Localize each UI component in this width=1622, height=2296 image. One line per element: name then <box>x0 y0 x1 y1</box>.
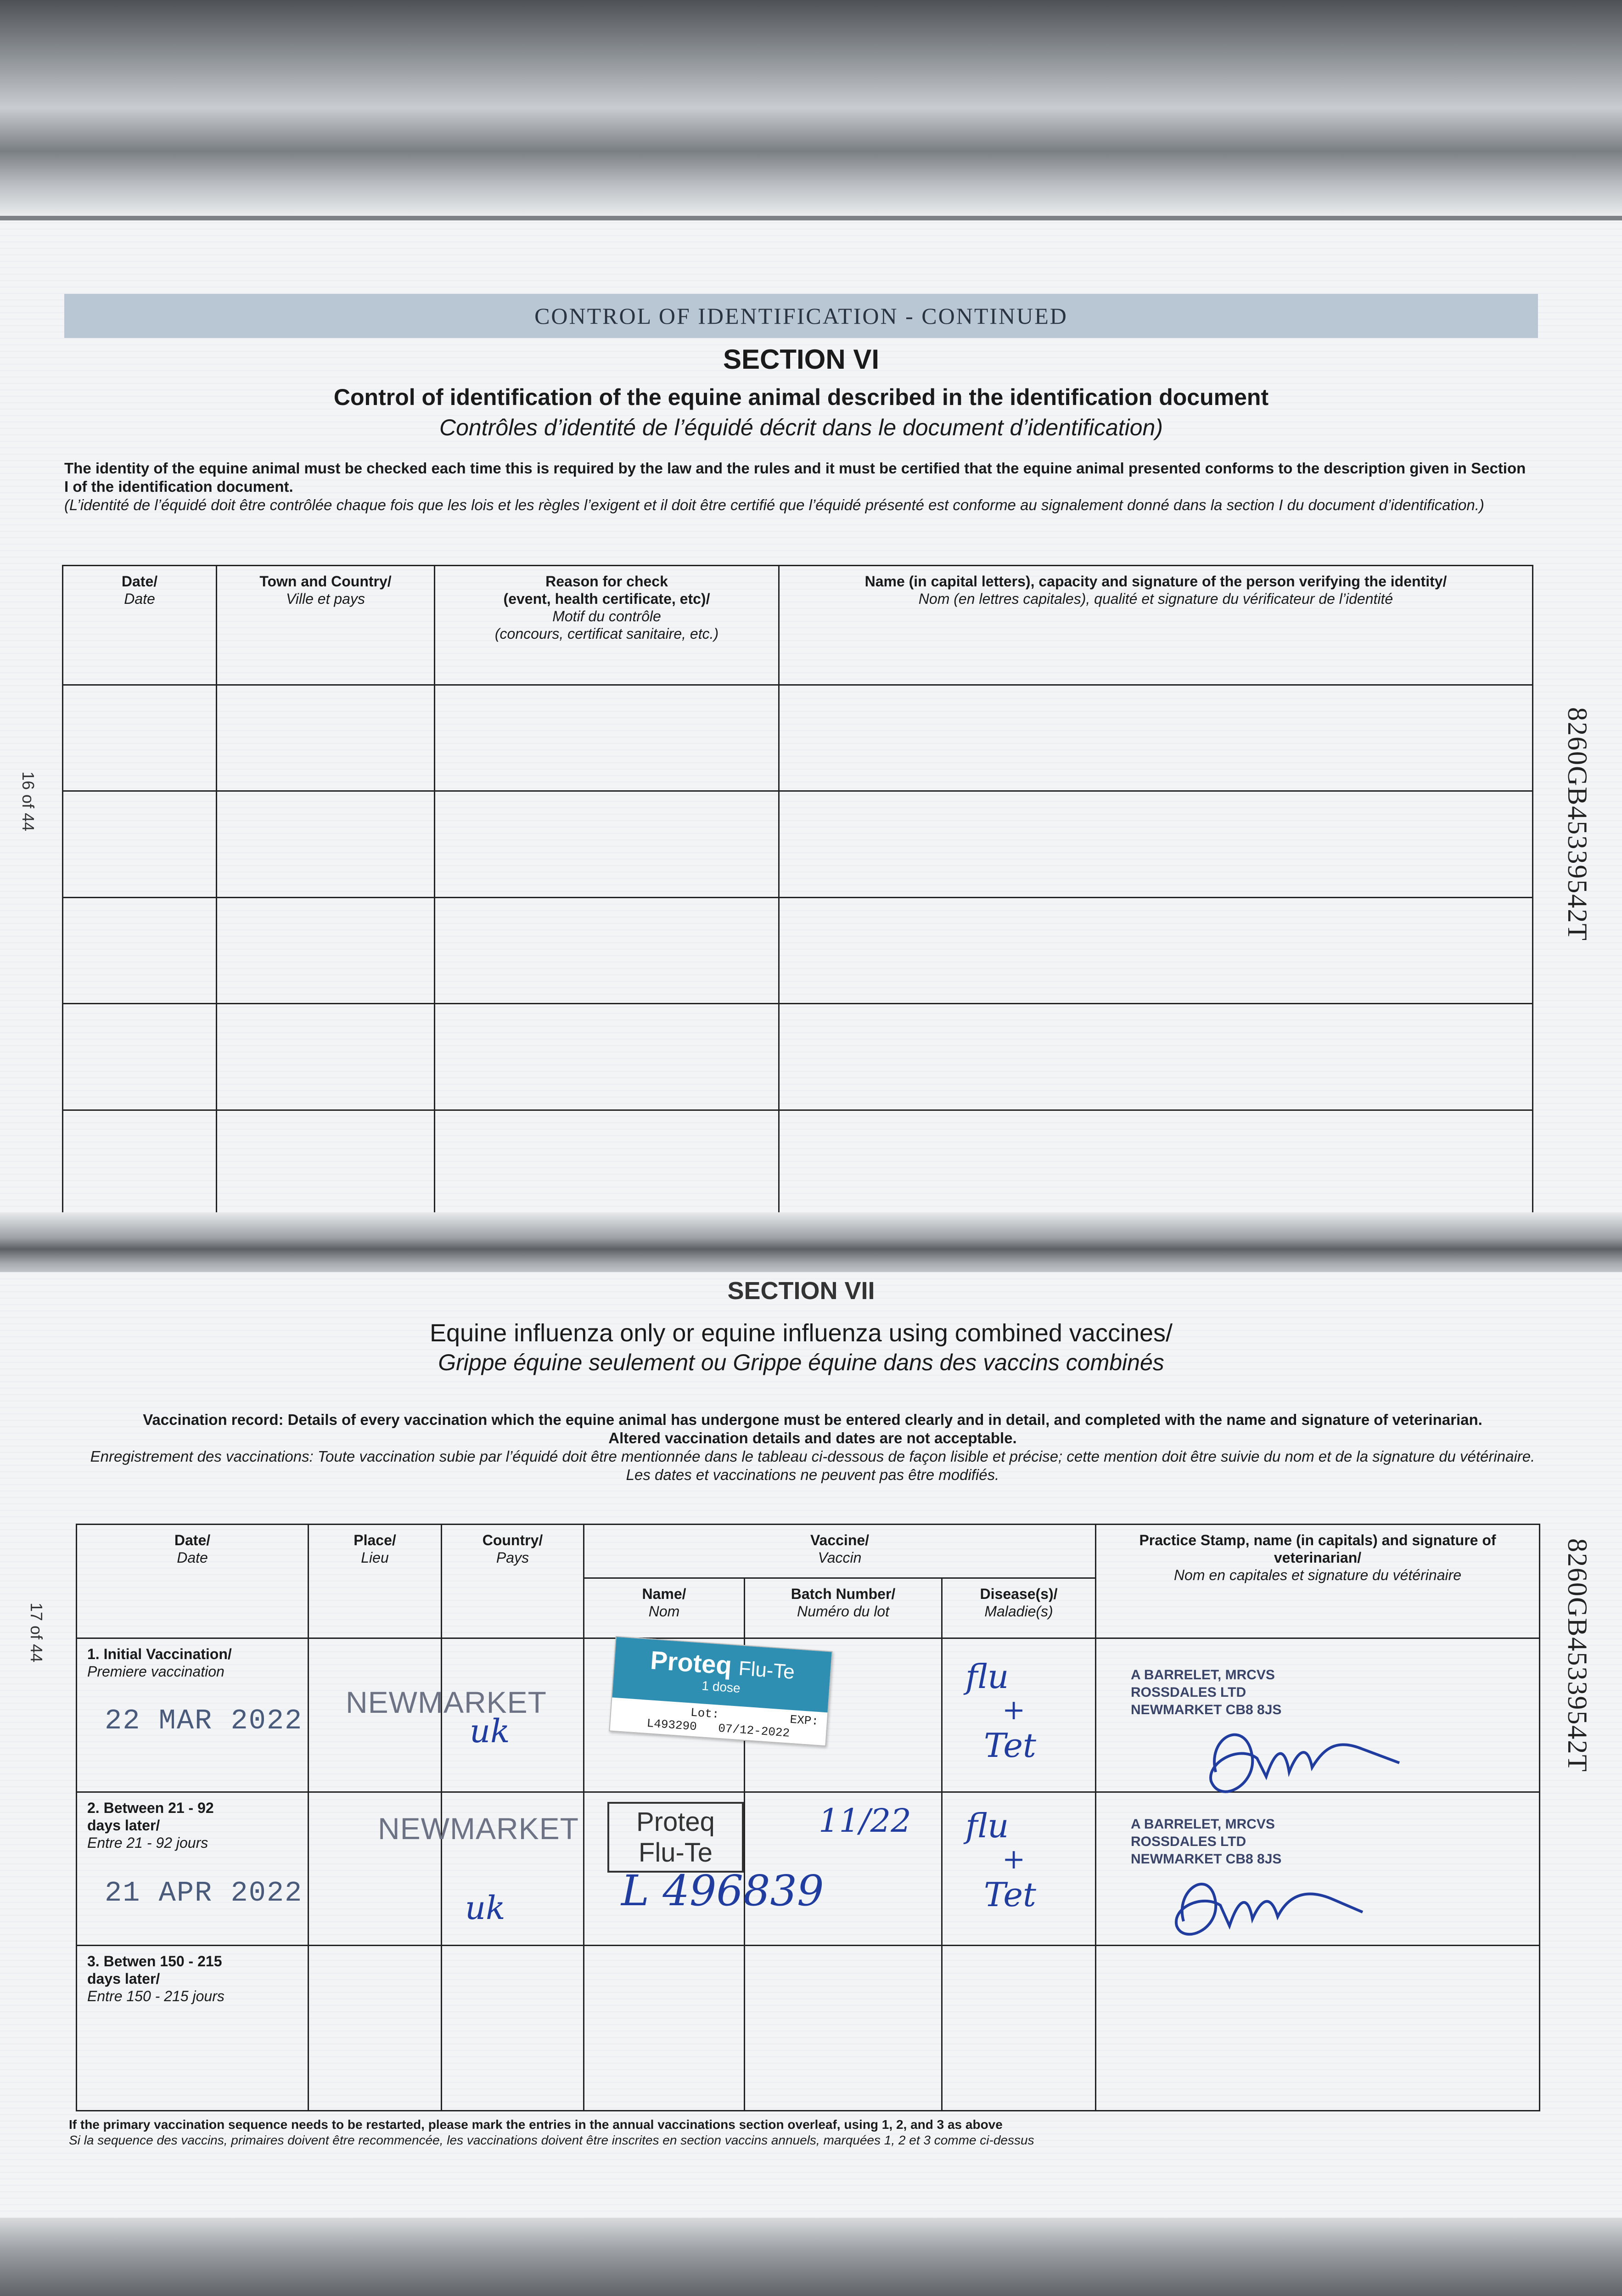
row2-vet-stamp: A BARRELET, MRCVS ROSSDALES LTD NEWMARKET CB8 8JS <box>1131 1816 1282 1867</box>
identity-row <box>63 685 1533 791</box>
col-verifier: Name (in capital letters), capacity and signature of the person verifying the identity/ Nom (en lettres capitales), qualité et signature du vérificateur de l’identité <box>779 566 1533 685</box>
col-date: Date/ Date <box>63 566 217 685</box>
page-number-17: 17 of 44 <box>27 1603 46 1663</box>
col-practice-stamp: Practice Stamp, name (in capitals) and signature of veterinarian/ Nom en capitales et signature du vétérinaire <box>1096 1525 1540 1638</box>
row2-date-stamp: 21 APR 2022 <box>105 1876 303 1909</box>
book-edge-top <box>0 0 1622 216</box>
row2-name-cell <box>584 1792 824 1945</box>
col-diseases: Disease(s)/ Maladie(s) <box>942 1578 1096 1638</box>
identity-row <box>63 1110 1533 1216</box>
section-vi-subtitle-en: Control of identification of the equine animal described in the identification document <box>333 384 1269 410</box>
section-vii-subtitle-en: Equine influenza only or equine influenza using combined vaccines/ <box>429 1319 1173 1347</box>
serial-number-lower: 8260GB45339542T <box>1562 1538 1593 1773</box>
row2-country-cell <box>442 1792 584 1945</box>
row2-disease-line1: flu <box>965 1806 1009 1845</box>
row1-disease-cell <box>942 1638 1096 1792</box>
footnote-fr: Si la sequence des vaccins, primaires doivent être recommencée, les vaccinations doivent être inscrites en section vaccins annuels, marquées 1, 2 et 3 comme ci-dessus <box>69 2133 1034 2147</box>
col-batch-number: Batch Number/ Numéro du lot <box>745 1578 942 1638</box>
row1-disease-line3: Tet <box>984 1726 1036 1765</box>
section-vi-title: SECTION VI <box>723 344 880 375</box>
row1-date-stamp: 22 MAR 2022 <box>105 1705 303 1738</box>
footnote-en: If the primary vaccination sequence needs to be restarted, please mark the entries in the annual vaccinations section overleaf, using 1, 2, and 3 as above <box>69 2117 1003 2132</box>
intro-en: The identity of the equine animal must be checked each time this is required by the law and the rules and it must be certified that the equine animal presented conforms to the description given in Section I of the identification document. <box>64 460 1526 495</box>
vaccination-record-intro <box>78 1411 1547 1484</box>
row2-place-stamp: NEWMARKET <box>378 1811 579 1846</box>
book-edge-bottom <box>0 2218 1622 2296</box>
section-vii-title: SECTION VII <box>727 1277 875 1305</box>
row1-vaccine-sticker <box>609 1636 832 1747</box>
col-vaccine-name: Name/ Nom <box>584 1578 745 1638</box>
col-vacc-date: Date/ Date <box>77 1525 309 1638</box>
page-number-16: 16 of 44 <box>19 771 38 832</box>
sticker-dose: 1 dose <box>701 1678 741 1696</box>
row1-date-cell: 1. Initial Vaccination/ Premiere vaccination 22 MAR 2022 <box>77 1638 309 1792</box>
vacc-row-initial <box>77 1638 1540 1792</box>
row2-disease-line2: + <box>1002 1843 1026 1875</box>
row1-country-cell <box>442 1638 584 1792</box>
row3-date-cell: 3. Betwen 150 - 215 days later/ Entre 150 - 215 jours <box>77 1946 309 2111</box>
banner <box>64 294 1538 338</box>
row1-disease-line2: + <box>1002 1694 1026 1727</box>
row1-name-cell <box>584 1638 819 1792</box>
sticker-brand: Proteq <box>649 1645 733 1680</box>
record-fr: Enregistrement des vaccinations: Toute vaccination subie par l’équidé doit être mentionnée dans le tableau ci-dessous de façon lisible et précise; cette mention doit être suivie du nom et de la signature du vétérinaire. Les dates et vaccinations ne peuvent pas être modifiés. <box>90 1448 1535 1483</box>
identity-row <box>63 1004 1533 1110</box>
intro-fr: (L’identité de l’équidé doit être contrôlée chaque fois que les lois et les règles l’exigent et il doit être certifié que l’équidé présenté est conforme au signalement donné dans la section I du document d’identification.) <box>64 496 1484 513</box>
row2-date-cell: 2. Between 21 - 92 days later/ Entre 21 - 92 jours 21 APR 2022 <box>77 1792 309 1945</box>
vacc-row-second <box>77 1792 1540 1945</box>
identity-header-row <box>63 566 1533 685</box>
row2-disease-line3: Tet <box>984 1875 1036 1914</box>
row1-practice-cell <box>1096 1638 1540 1792</box>
row2-name-stamp: Proteq Flu-Te <box>607 1802 744 1873</box>
record-en-2: Altered vaccination details and dates are not acceptable. <box>608 1429 1017 1446</box>
row2-batch-cell <box>745 1792 942 1945</box>
identity-row <box>63 897 1533 1003</box>
row2-signature <box>1151 1852 1381 1953</box>
sticker-lot-label: Lot: <box>690 1705 720 1722</box>
footnote <box>69 2117 1034 2148</box>
section-vi-intro <box>64 459 1533 514</box>
row2-practice-cell <box>1096 1792 1540 1945</box>
row1-country-hand: uk <box>470 1712 510 1750</box>
section-vi-subtitle-fr: Contrôles d’identité de l’équidé décrit dans le document d’identification) <box>439 415 1163 440</box>
row2-exp-hand: 11/22 <box>819 1801 911 1840</box>
identity-row <box>63 791 1533 897</box>
row2-batch-hand: L 496839 <box>621 1866 824 1915</box>
col-vaccine: Vaccine/ Vaccin <box>584 1525 1096 1578</box>
row2-disease-cell <box>942 1792 1096 1945</box>
col-vacc-country: Country/ Pays <box>442 1525 584 1638</box>
section-vii-subtitle-fr: Grippe équine seulement ou Grippe équine dans des vaccins combinés <box>438 1350 1164 1375</box>
col-vacc-place: Place/ Lieu <box>309 1525 442 1638</box>
col-town-country: Town and Country/ Ville et pays <box>217 566 435 685</box>
sticker-product: Flu-Te <box>738 1657 796 1684</box>
row1-disease-line1: flu <box>965 1657 1009 1696</box>
row1-place-stamp: NEWMARKET <box>346 1685 547 1720</box>
row2-country-hand: uk <box>465 1889 505 1927</box>
serial-number-upper: 8260GB45339542T <box>1562 707 1593 941</box>
sticker-exp-label: EXP: <box>789 1712 819 1729</box>
col-reason: Reason for check (event, health certificate, etc)/ Motif du contrôle (concours, certificat sanitaire, etc.) <box>435 566 779 685</box>
sticker-lot: L493290 <box>646 1716 697 1734</box>
vaccination-table <box>76 1524 1540 2111</box>
row1-vet-stamp: A BARRELET, MRCVS ROSSDALES LTD NEWMARKET CB8 8JS <box>1131 1667 1282 1718</box>
banner-title: CONTROL OF IDENTIFICATION - CONTINUED <box>534 303 1068 329</box>
record-en-1: Vaccination record: Details of every vaccination which the equine animal has undergone must be entered clearly and in detail, and completed with the name and signature of veterinarian. <box>143 1411 1482 1428</box>
vacc-header-row-1 <box>77 1525 1540 1578</box>
identity-check-table <box>62 565 1533 1217</box>
sticker-exp: 07/12-2022 <box>718 1722 791 1740</box>
vacc-row-third <box>77 1946 1540 2111</box>
